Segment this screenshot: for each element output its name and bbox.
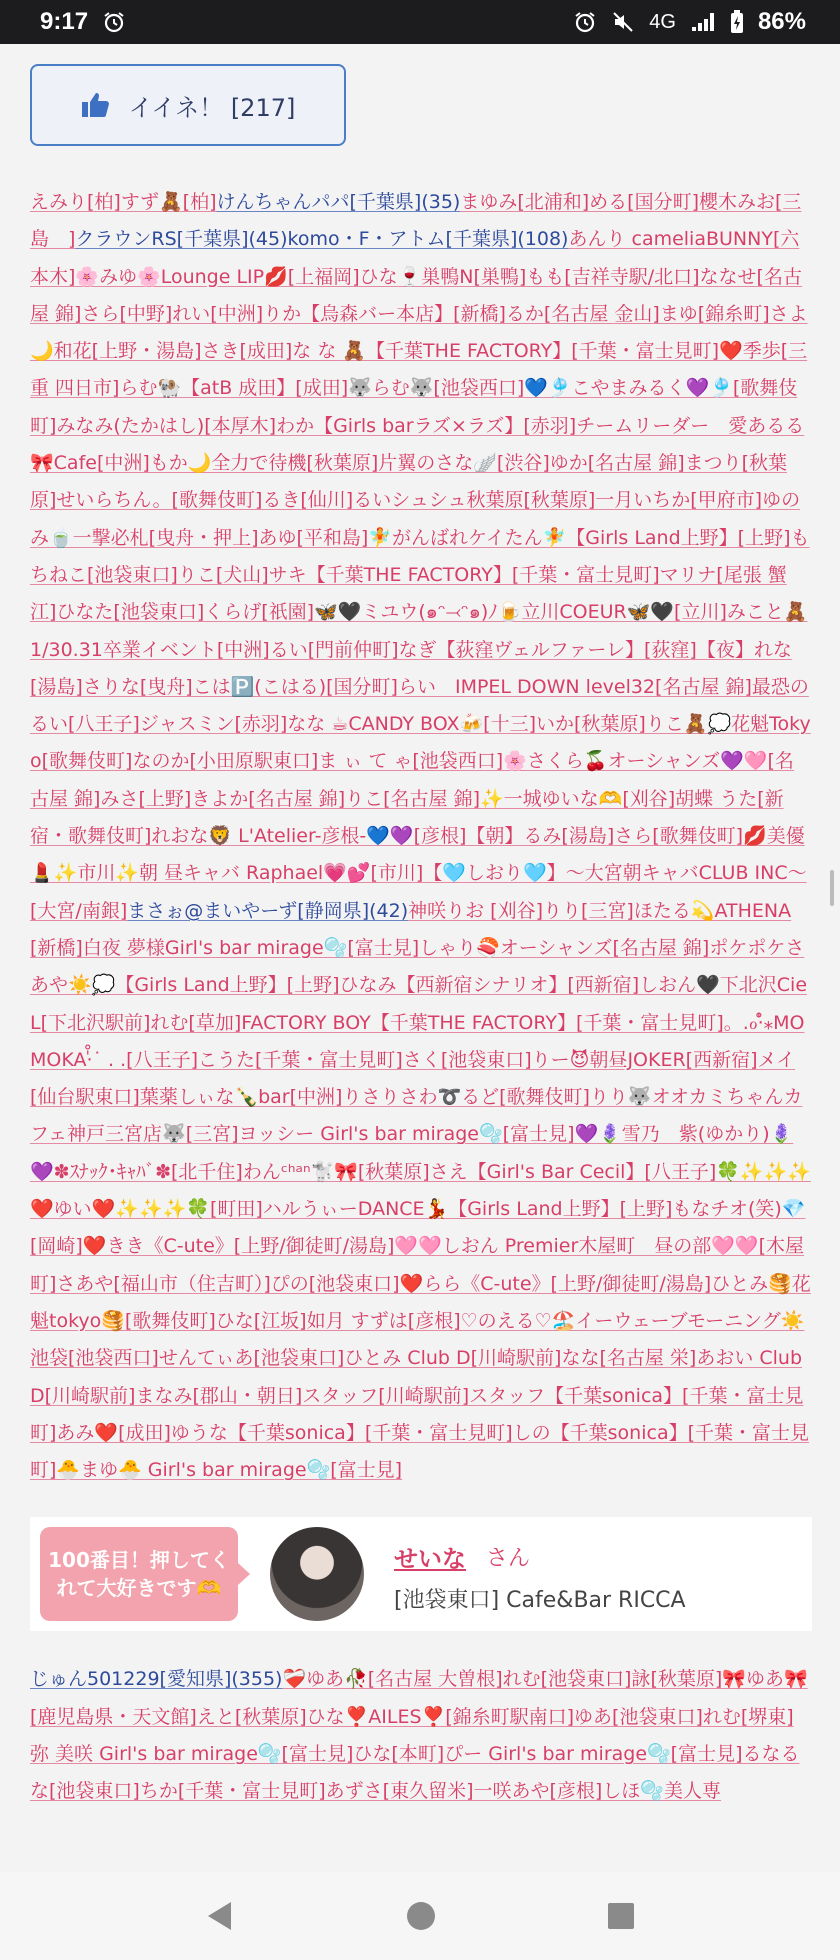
status-bar <box>0 0 840 44</box>
thumbs-up-icon <box>81 91 111 119</box>
scrollbar[interactable] <box>830 870 834 906</box>
liker-names-link[interactable]: えみり[柏]すず🧸[柏] <box>30 191 217 213</box>
like-button[interactable] <box>30 64 346 146</box>
liker-names-link[interactable]: ❤️‍🩹ゆあ🥀[名古屋 大曽根]れむ[池袋東口]詠[秋葉原]🎀ゆあ🎀[鹿児島県・天文館]えと[秋葉原]ひな❣️AILES❣️[錦糸町駅南口]ゆあ[池袋東口]れむ[堺東]弥 美咲 Girl's bar mirage🫧[富士見]ひな[本町]ぴー Girl's bar mirage🫧[富士見]るなるな[池袋東口]ちか[千葉・富士見町]あずさ[東久留米]一咲あや[彦根]しほ🫧美人専 <box>30 1668 808 1803</box>
alarm-icon <box>573 10 597 34</box>
home-icon[interactable] <box>405 1900 437 1932</box>
navigation-bar <box>0 1872 840 1960</box>
mute-icon <box>611 10 635 34</box>
liker-names-link[interactable]: あんり cameliaBUNNY[六本木]🌸みゆ🌸Lounge LIP💋[上福岡]ひな🍷巣鴨N[巣鴨]もも[吉祥寺駅/北口]ななせ[名古屋 錦]さら[中野]れい[中洲]りか【烏森バー本店】[新橋]るか[名古屋 金山]まゆ[錦糸町]さよ🌙和花[上野・湯島]さき[成田]な な 🧸【千葉THE FACTORY】[千葉・富士見町]❤️季歩[三重 四日市]らむ🐏【atB 成田】[成田]🐺らむ🐺[池袋西口]💙🎐こやまみるく💜🎐[歌舞伎町]みなみ(たかはし)[本厚木]わか【Girls barラズ×ラズ】[赤羽]チームリーダー 愛あるる🎀Cafe[中洲]もか🌙全力で待機[秋葉原]片翼のさな🪽[渋谷]ゆか[名古屋 錦]まつり[秋葉原]せいらちん。[歌舞伎町]るき[仙川]るいシュシュ秋葉原[秋葉原]一月いちか[甲府市]ゆのみ🍵一撃必札[曳舟・押上]あゆ[平和島]🧚がんばれケイたん🧚【Girls Land上野】[上野]もちねこ[池袋東口]りこ[犬山]サキ【千葉THE FACTORY】[千葉・富士見町]マリナ[尾張 蟹江]ひなた[池袋東口]くらげ[祇園]🦋🖤ミユウ(๑ᵔ⤙ᵔ๑)ﾉ🍺立川COEUR🦋🖤[立川]みこと🧸1/30.31卒業イベント[中洲]るい[門前仲町]なぎ【荻窪ヴェルファーレ】[荻窪]【夜】れな[湯島]さりな[曳舟]こは🅿️(こはる)[国分町]らい IMPEL DOWN level32[名古屋 錦]最恐のるい[八王子]ジャスミン[赤羽]なな ☕CANDY BOX🍻[十三]いか[秋葉原]りこ🧸💭花魁Tokyo[歌舞伎町]なのか[小田原駅東口]ま ぃ て ゃ[池袋西口]🌸さくら🍒オーシャンズ💜🩷[名古屋 錦]みさ[上野]きよか[名古屋 錦]りこ[名古屋 錦]✨一城ゆいな🫶[刈谷]胡蝶 うた[新宿・歌舞伎町]れおな🦁 L'Atelier-彦根-💙💜[彦根]【朝】るみ[湯島]さら[歌舞伎町]💋美優💄✨市川✨朝 昼キャバ Raphael💗💕[市川]【🩵しおり🩵】〜大宮朝キャバCLUB INC〜[大宮/南銀] <box>30 228 811 922</box>
winner-shop: [池袋東口] Cafe&Bar RICCA <box>394 1588 686 1614</box>
hundredth-ribbon: 100番目！押してくれて大好きです🫶 <box>40 1527 238 1621</box>
member-link[interactable]: まさぉ@まいやーず[静岡県](42) <box>127 899 409 922</box>
recents-icon[interactable] <box>607 1902 635 1930</box>
hundredth-like-card[interactable] <box>30 1517 812 1631</box>
member-link[interactable]: けんちゃんパパ[千葉県](35) <box>216 191 461 213</box>
main-content <box>30 44 812 1811</box>
network-type: 4G <box>649 10 676 33</box>
member-link[interactable]: komo・F・アトム[千葉県](108) <box>287 228 569 251</box>
liker-list <box>30 184 812 1489</box>
liker-names-link[interactable]: 神咲りお [刈谷]りり[三宮]ほたる💫ATHENA[新橋]白夜 夢様Girl's bar mirage🫧[富士見]しゃり🍣オーシャンズ[名古屋 錦]ポケポケさあや☀️💭【Girls Land上野】[上野]ひなみ【西新宿シナリオ】[西新宿]しおん🖤下北沢CieL[下北沢駅前]れむ[草加]FACTORY BOY【千葉THE FACTORY】[千葉・富士見町]。.ℴ‧̍̊⁎MOMOKA‧̍̊˙ . .[八王子]こうた[千葉・富士見町]さく[池袋東口]りー😈朝昼JOKER[西新宿]メイ[仙台駅東口]葉薬しぃな🍾bar[中洲]りさりさわ➰るど[歌舞伎町]りり🐺オオカミちゃんカフェ神戸三宮店🐺[三宮]ヨッシー Girl's bar mirage🫧[富士見]💜🪻雪乃 紫(ゆかり)🪻💜✽ｽﾅｯｸ･ｷｬﾊﾞ✽[北千住]わんᶜʰᵃⁿ🐩🎀[秋葉原]さえ【Girl's Bar Cecil】[八王子]🍀✨✨✨❤️ゆい❤️✨✨✨🍀[町田]ハルうぃーDANCE💃【Girls Land上野】[上野]もなチオ(笑)💎[岡崎]❤️きき《C-ute》[上野/御徒町/湯島]🩷🩷しおん Premier木屋町 昼の部🩷🩷[木屋町]さあや[福山市（住吉町）]ぴの[池袋東口]❤️らら《C-ute》[上野/御徒町/湯島]ひとみ🥞花魁tokyo🥞[歌舞伎町]ひな[江坂]如月 すずは[彦根]♡のえる♡🏖️イーウェーブモーニング☀️池袋[池袋西口]せんてぃあ[池袋東口]ひとみ Club D[川崎駅前]なな[名古屋 栄]あおい Club D[川崎駅前]まなみ[郡山・朝日]スタッフ[川崎駅前]スタッフ【千葉sonica】[千葉・富士見町]あみ❤️[成田]ゆうな【千葉sonica】[千葉・富士見町]しの【千葉sonica】[千葉・富士見町]🐣まゆ🐣 Girl's bar mirage🫧[富士見] <box>30 899 811 1482</box>
member-link[interactable]: クラウンRS[千葉県](45) <box>75 228 288 251</box>
winner-name-link[interactable]: せいな <box>394 1545 466 1574</box>
avatar <box>270 1527 364 1621</box>
liker-names-link[interactable]: まゆみ[北浦和]める[国分町]櫻木みお[三島 ] <box>30 191 802 251</box>
status-bar-right <box>573 8 806 36</box>
winner-honorific: さん <box>486 1546 531 1572</box>
status-bar-left <box>40 8 126 36</box>
like-button-label: イイネ！ [217] <box>128 93 296 122</box>
battery-charging-icon <box>730 10 744 34</box>
clock-time: 9:17 <box>40 8 89 35</box>
signal-icon <box>690 11 716 33</box>
liker-list-continued <box>30 1661 812 1810</box>
battery-percent: 86% <box>757 8 806 35</box>
member-link[interactable]: じゅん501229[愛知県](355) <box>30 1668 283 1691</box>
back-icon[interactable] <box>205 1900 235 1932</box>
alarm-icon <box>102 10 126 34</box>
